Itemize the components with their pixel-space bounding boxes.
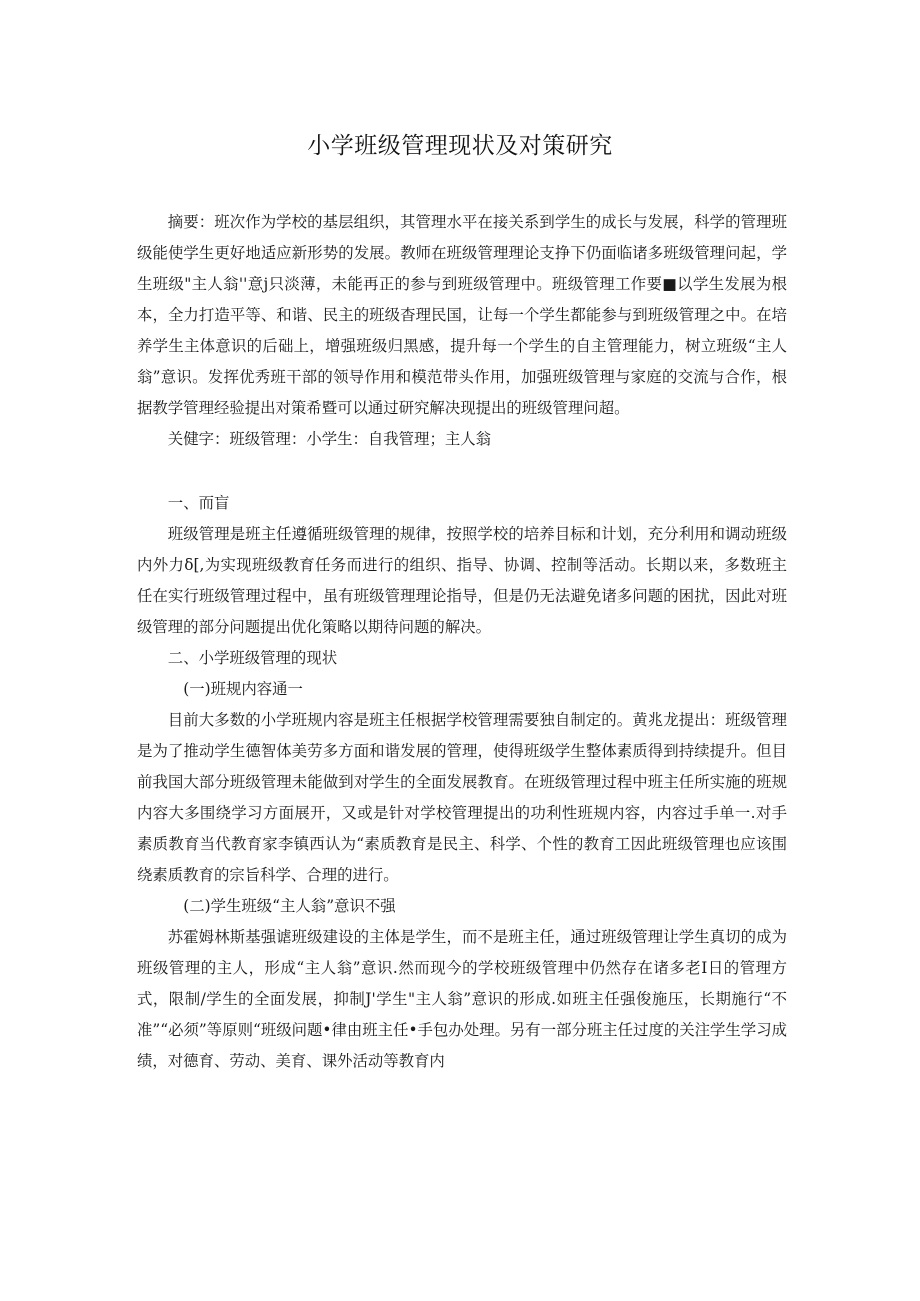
ownership-paragraph: 苏霍姆林斯基强谑班级建设的主体是学生，而不是班主任，通过班级管理让学生真切的成为班级管理的主人，形成“主人翁”意识.然而现今的学校班级管理中仍然存在诸多老I日的管理方式，限制/学生的全面发展，抑制J'学生"主人翁”意识的形成.如班主任强俊施压，长期施行“不准”“必须”等原则“班级问题•律由班主任•手包办处理。另有一部分班主任过度的关注学生学习成绩，对德育、劳动、美育、课外活动等教育内 [137,928,787,1070]
subsection-heading-ownership: (二)学生班级“主人翁”意识不强 [183,897,396,915]
introduction-paragraph: 班级管理是班主任遵循班级管理的规律，按照学校的培养目标和计划，充分利用和调动班级内外力δ[,为实现班级教育任务而进行的组织、指导、协调、控制等活动。长期以来，多数班主任在实行班级管理过程中，虽有班级管理理论指导，但是仍无法避免诸多问题的困扰，因此对班级管理的部分问题提出优化策略以期待问题的解决。 [137,525,787,636]
class-rules-paragraph: 目前大多数的小学班规内容是班主任根据学校管理需要独自制定的。黄兆龙提出：班级管理是为了推动学生德智体美劳多方面和谐发展的管理，使得班级学生整体素质得到持续提升。但目前我国大部分班级管理未能做到对学生的全面发展教育。在班级管理过程中班主任所实施的班规内容大多围绕学习方面展开，又或是针对学校管理提出的功利性班规内容，内容过手单一.对手素质教育当代教育家李镇西认为“素质教育是民主、科学、个性的教育工因此班级管理也应该围绕素质教育的宗旨科学、合理的进行。 [137,711,787,884]
abstract-paragraph: 摘要：班次作为学校的基层组织，其管理水平在接关系到学生的成长与发展，科学的管理班级能使学生更好地适应新形势的发展。教师在班级管理理论支挣下仍面临诸多班级管理问起，学生班级"主人翁''意j只淡薄，未能再正的参与到班级管理中。班级管理工作要■以学生发展为根本，全力打造平等、和谐、民主的班级杳理民国，让每一个学生都能参与到班级管理之中。在培养学生主体意识的后础上，增强班级归黑感，提升每一个学生的自主管理能力，树立班级“主人翁”意识。发挥优秀班干部的领导作用和模范带头作用，加强班级管理与家庭的交流与合作，根据教学管理经验提出对策希暨可以通过研究解决现提出的班级管理问超。 [137,213,787,417]
section-heading-current-status: 二、小学班级管理的现状 [167,649,338,667]
subsection-heading-class-rules: (一)班规内容通一 [183,680,303,698]
keywords-line: 关健字：班级管理：小学生：自我管理；主人翁 [167,430,492,448]
document-title: 小学班级管理现状及对策研究 [307,133,613,159]
section-spacer [137,455,787,488]
section-heading-introduction: 一、而盲 [167,494,230,512]
document-body [137,207,787,1077]
